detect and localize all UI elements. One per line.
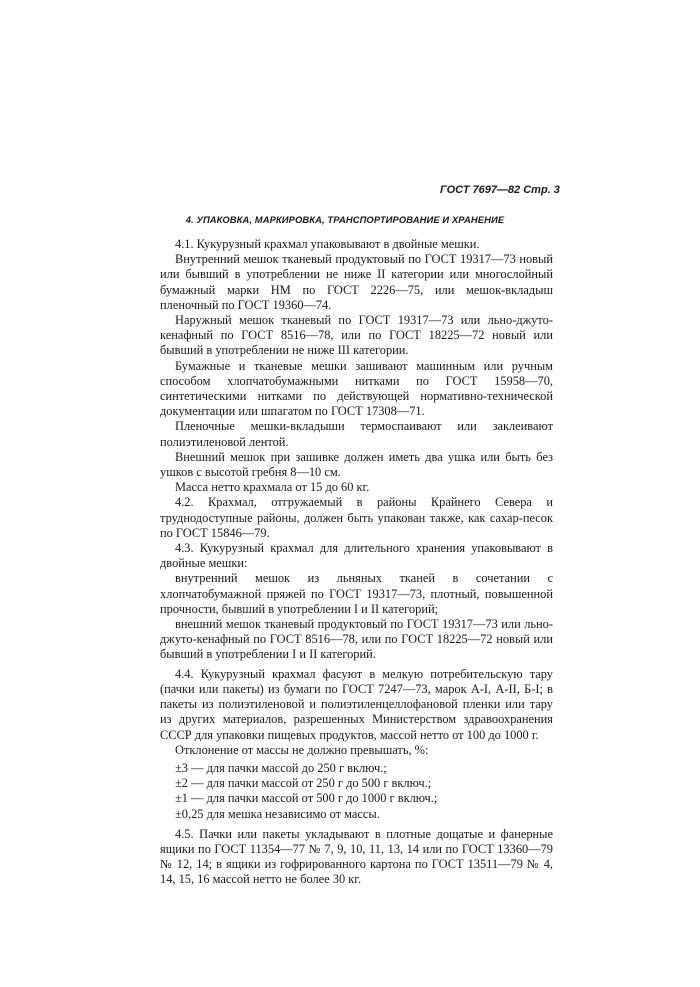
paragraph-sewing: Бумажные и тканевые мешки зашивают машинным или ручным способом хлопчатобумажными нитками по ГОСТ 15958—70, синтетическими нитками по действующей нормативно-технической документации или шпагатом по ГОСТ 17308—71. bbox=[160, 358, 553, 419]
section-title: 4. УПАКОВКА, МАРКИРОВКА, ТРАНСПОРТИРОВАНИЕ И ХРАНЕНИЕ bbox=[185, 214, 505, 225]
paragraph-mass-deviation: Отклонение от массы не должно превышать, %: bbox=[175, 742, 429, 757]
tolerance-item: ±2 — для пачки массой от 250 г до 500 г включ.; bbox=[175, 776, 432, 791]
paragraph-outer-bag-ears: Внешний мешок при зашивке должен иметь два ушка или быть без ушков с высотой гребня 8—10 см. bbox=[160, 449, 553, 480]
paragraph-4-5: 4.5. Пачки или пакеты укладывают в плотные дощатые и фанерные ящики по ГОСТ 11354—77 № 7, 9, 10, 11, 13, 14 или по ГОСТ 13360—79 № 12, 14; в ящики из гофрированного картона по ГОСТ 13511—79 № 4, 14, 15, 16 массой нетто не более 30 кг. bbox=[160, 826, 553, 887]
paragraph-4-2: 4.2. Крахмал, отгружаемый в районы Крайнего Севера и труднодоступные районы, должен быть упакован также, как сахар-песок по ГОСТ 15846—79. bbox=[160, 495, 553, 540]
tolerance-item: ±1 — для пачки массой от 500 г до 1000 г включ.; bbox=[175, 791, 438, 806]
paragraph-film-liners: Пленочные мешки-вкладыши термоспаивают или заклеивают полиэтиленовой лентой. bbox=[160, 419, 553, 449]
paragraph-inner-bag: Внутренний мешок тканевый продуктовый по ГОСТ 19317—73 новый или бывший в употреблении не ниже II категории или многослойный бумажный марки НМ по ГОСТ 2226—75, или мешок-вкладыш пленочный по ГОСТ 19360—74. bbox=[160, 252, 553, 312]
section-body bbox=[160, 237, 553, 888]
paragraph-outer-bag: Наружный мешок тканевый по ГОСТ 19317—73 или льно-джуто-кенафный по ГОСТ 8516—78, или по ГОСТ 18225—72 новый или бывший в употреблении не ниже III категории. bbox=[160, 313, 553, 358]
page-header: ГОСТ 7697—82 Стр. 3 bbox=[440, 184, 560, 196]
paragraph-4-3: 4.3. Кукурузный крахмал для длительного хранения упаковывают в двойные мешки: bbox=[160, 541, 553, 571]
tolerance-list bbox=[160, 761, 553, 822]
tolerance-item: ±3 — для пачки массой до 250 г включ.; bbox=[175, 760, 387, 775]
paragraph-long-storage-outer: внешний мешок тканевый продуктовый по ГОСТ 19317—73 или льно-джуто-кенафный по ГОСТ 8516—78, или по ГОСТ 18225—72 новый или бывший в употреблении I и II категорий. bbox=[160, 617, 553, 662]
paragraph-net-mass: Масса нетто крахмала от 15 до 60 кг. bbox=[175, 480, 370, 495]
paragraph-4-4: 4.4. Кукурузный крахмал фасуют в мелкую потребительскую тару (пачки или пакеты) из бумаги по ГОСТ 7247—73, марок А-I, А-II, Б-I; в пакеты из полиэтиленовой и полиэтиленцеллофановой пленки или тару из других материалов, разрешенных Министерством здравоохранения СССР для упаковки пищевых продуктов, массой нетто от 100 до 1000 г. bbox=[160, 666, 553, 742]
paragraph-4-1: 4.1. Кукурузный крахмал упаковывают в двойные мешки. bbox=[175, 237, 480, 251]
tolerance-item: ±0,25 для мешка независимо от массы. bbox=[175, 806, 380, 821]
paragraph-long-storage-inner: внутренний мешок из льняных тканей в сочетании с хлопчатобумажной пряжей по ГОСТ 19317—73, плотный, повышенной прочности, бывший в употреблении I и II категорий; bbox=[160, 571, 553, 616]
